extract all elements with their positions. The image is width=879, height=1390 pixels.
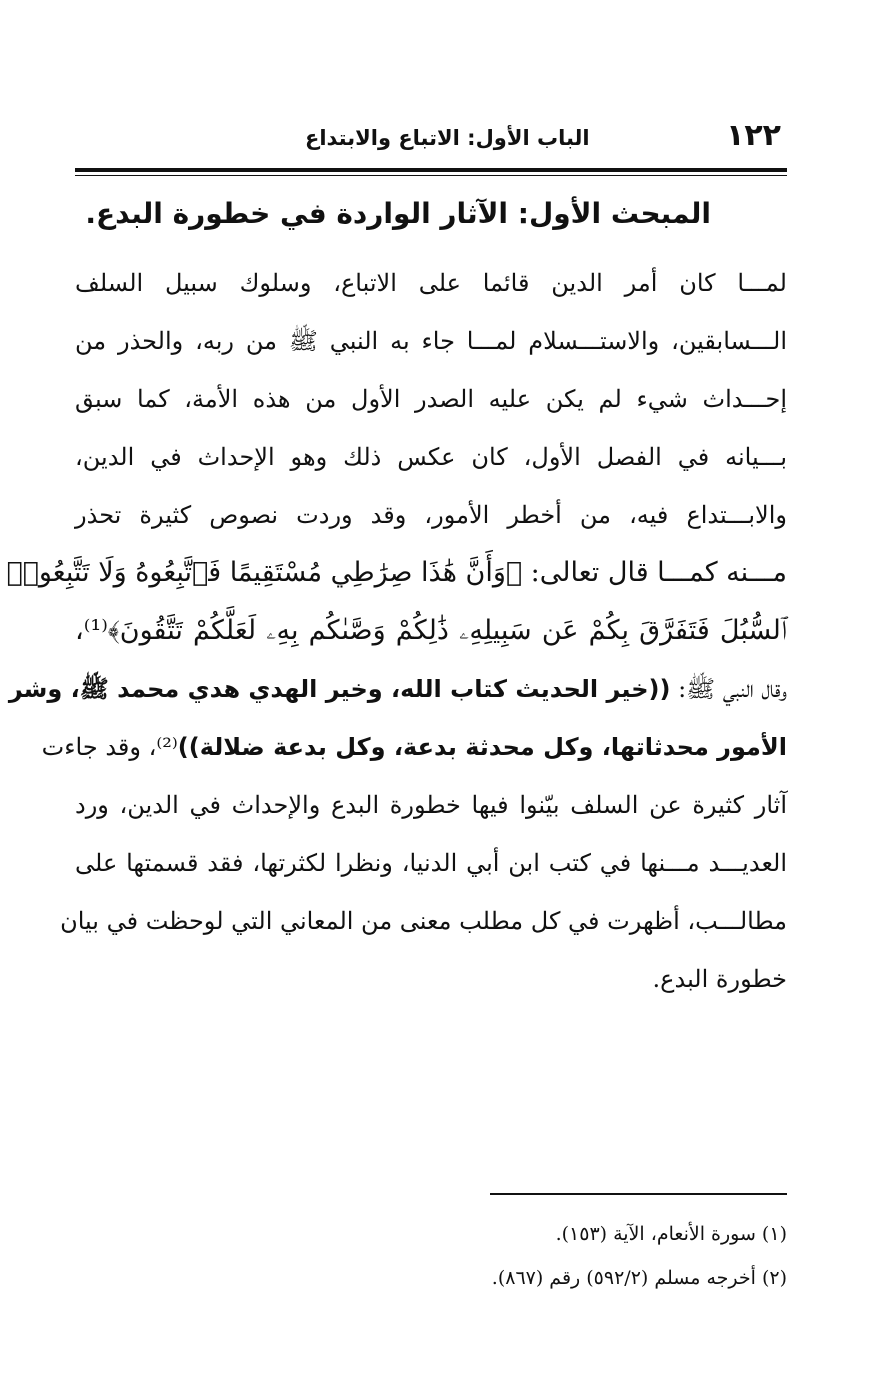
footnote-1: (١) سورة الأنعام، الآية (١٥٣).: [555, 1223, 787, 1245]
quran-verse-line: ٱلسُّبُلَ فَتَفَرَّقَ بِكُمْ عَن سَبِيلِهِۦ ذَٰلِكُمْ وَصَّىٰكُم بِهِۦ لَعَلَّكُمْ تَتَّقُونَ﴾⁽¹⁾،: [75, 615, 787, 646]
body-line: مطالـــب، أظهرت في كل مطلب معنى من المعاني التي لوحظت في بيان: [60, 907, 787, 935]
body-line: خطورة البدع.: [652, 965, 787, 993]
body-line: إحـــداث شيء لم يكن عليه الصدر الأول من هذه الأمة، كما سبق: [75, 385, 787, 413]
body-line: بـــيانه في الفصل الأول، كان عكس ذلك وهو الإحداث في الدين،: [75, 443, 787, 471]
hadith-intro: وقال النبي ﷺ:: [670, 675, 787, 703]
running-header: [75, 118, 787, 164]
quran-verse-line: مـــنه كمـــا قال تعالى: ﴿وَأَنَّ هَٰذَا صِرَٰطِي مُسْتَقِيمًا فَٱتَّبِعُوهُ وَلَا تَتَّبِعُوا۟: [6, 557, 787, 588]
hadith-continuation: ⁽²⁾، وقد جاءت: [41, 733, 178, 761]
header-rule-thick: [75, 168, 787, 172]
page-number: ١٢٢: [726, 118, 781, 153]
body-line: العديـــد مـــنها في كتب ابن أبي الدنيا، ونظرا لكثرتها، فقد قسمتها على: [75, 849, 787, 877]
body-line: لمـــا كان أمر الدين قائما على الاتباع، وسلوك سبيل السلف: [75, 269, 787, 297]
hadith-text: ((خير الحديث كتاب الله، وخير الهدي هدي محمد ﷺ، وشر: [8, 675, 671, 703]
hadith-text: الأمور محدثاتها، وكل محدثة بدعة، وكل بدعة ضلالة)): [177, 733, 787, 761]
footnotes: [75, 1212, 787, 1300]
chapter-title: الباب الأول: الاتباع والابتداع: [305, 126, 590, 150]
body-text: [6, 254, 787, 1008]
footnote-2: (٢) أخرجه مسلم (٥٩٢/٢) رقم (٨٦٧).: [491, 1267, 787, 1289]
footnote-separator: [490, 1193, 787, 1195]
hadith-line: [8, 660, 787, 718]
section-heading: المبحث الأول: الآثار الواردة في خطورة البدع.: [85, 197, 711, 230]
hadith-line: [41, 718, 787, 776]
header-rule-thin: [75, 175, 787, 176]
body-line: الـــسابقين، والاستـــسلام لمـــا جاء به النبي ﷺ من ربه، والحذر من: [75, 327, 787, 355]
body-line: آثار كثيرة عن السلف بيّنوا فيها خطورة البدع والإحداث في الدين، ورد: [75, 791, 787, 819]
body-line: والابـــتداع فيه، من أخطر الأمور، وقد وردت نصوص كثيرة تحذر: [75, 501, 787, 529]
